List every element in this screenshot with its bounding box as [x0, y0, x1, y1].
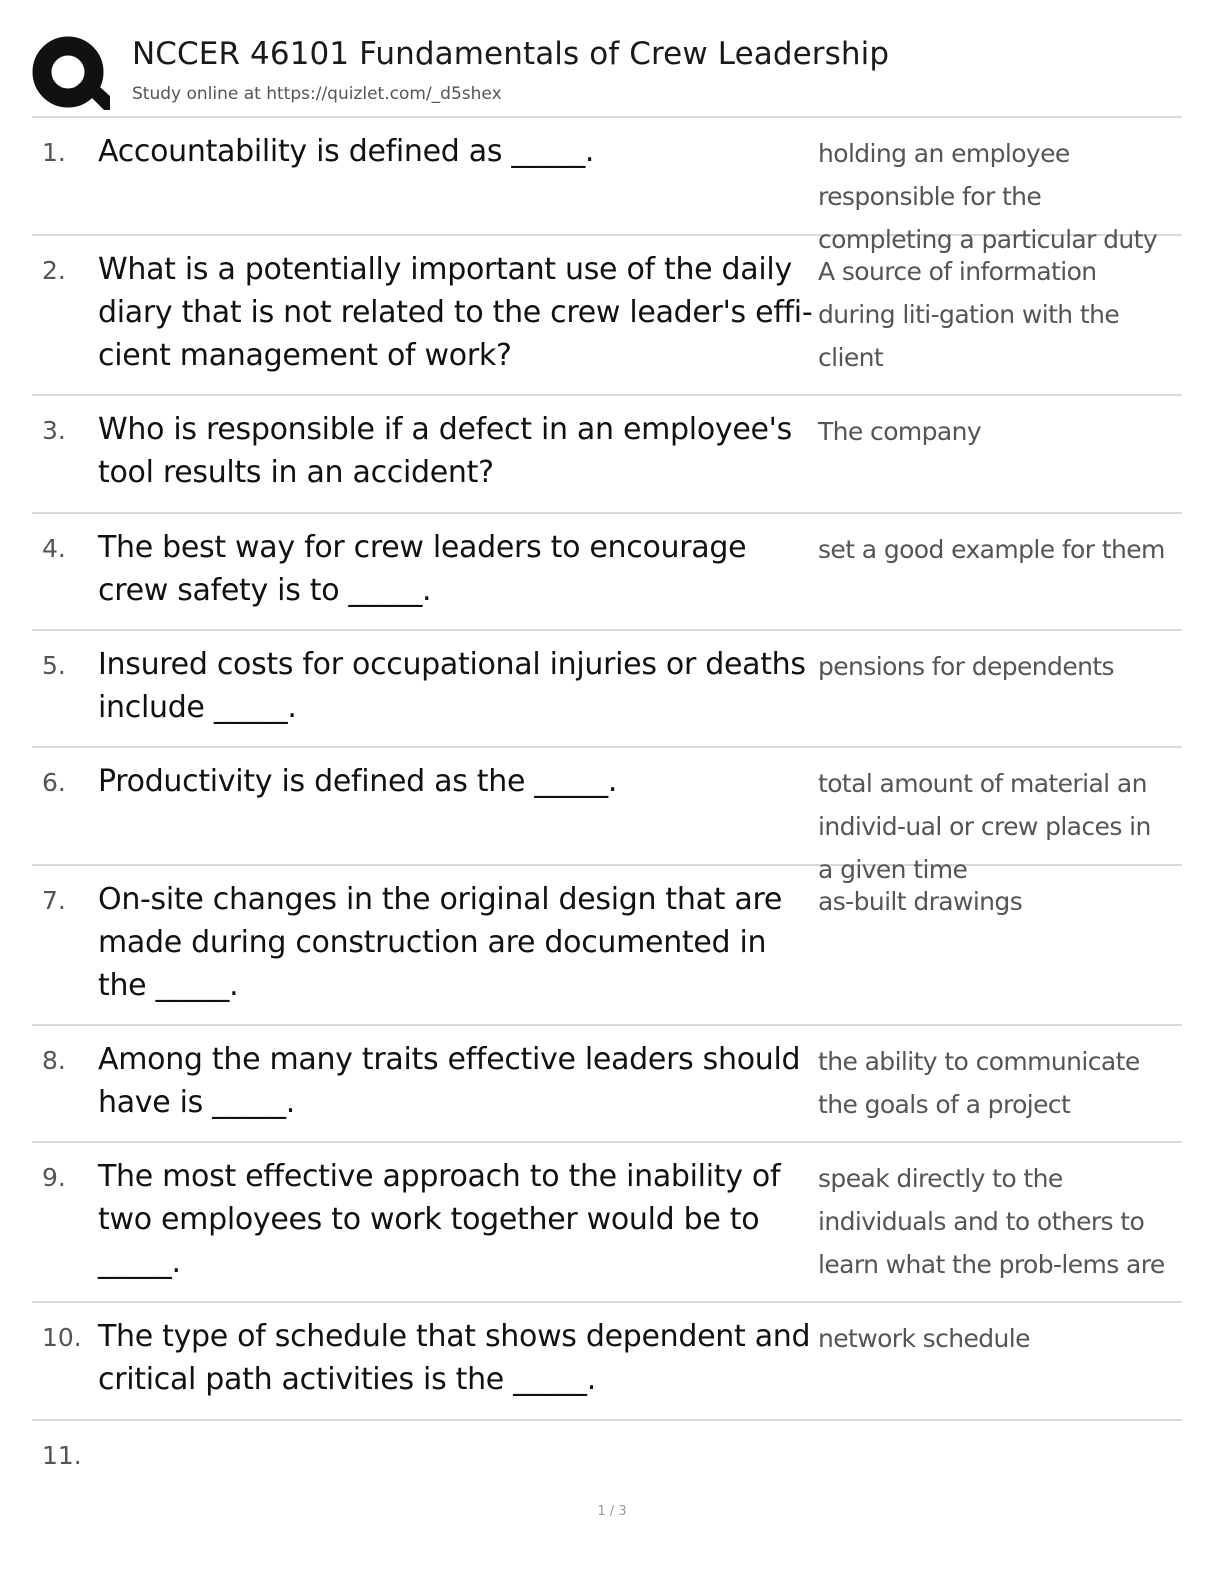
card-number: 7. — [42, 886, 66, 915]
card-question: Productivity is defined as the _____. — [98, 764, 618, 799]
study-online-link[interactable]: Study online at https://quizlet.com/_d5shex — [132, 84, 502, 104]
card-question: What is a potentially important use of the daily diary that is not related to the crew leader's effi-cient management of work? — [98, 252, 813, 373]
card-question: Accountability is defined as _____. — [98, 134, 595, 169]
document-title: NCCER 46101 Fundamentals of Crew Leadership — [132, 36, 890, 72]
flashcard-row — [32, 748, 1182, 884]
flashcard-row — [32, 236, 1182, 396]
card-question: Who is responsible if a defect in an employee's tool results in an accident? — [98, 412, 792, 490]
flashcard-row — [32, 396, 1182, 514]
flashcard-row — [32, 1026, 1182, 1143]
card-question: The most effective approach to the inability of two employees to work together would be to _____. — [98, 1159, 781, 1280]
page-number: 1 / 3 — [597, 1504, 627, 1519]
card-question: Insured costs for occupational injuries or deaths include _____. — [98, 647, 806, 725]
flashcard-row — [32, 866, 1182, 1026]
card-number: 10. — [42, 1323, 82, 1352]
quizlet-q-logo-icon — [32, 34, 110, 112]
card-answer: as-built drawings — [818, 887, 1023, 916]
card-answer: The company — [818, 417, 982, 446]
flashcard-row — [32, 514, 1182, 631]
card-answer: network schedule — [818, 1324, 1030, 1353]
card-answer: the ability to communicate the goals of a project — [818, 1047, 1140, 1119]
flashcard-row — [32, 118, 1182, 254]
card-number: 11. — [42, 1441, 82, 1470]
flashcard-row — [32, 1143, 1182, 1303]
flashcard-row — [32, 1303, 1182, 1421]
page-header — [32, 30, 1182, 116]
card-answer: pensions for dependents — [818, 652, 1114, 681]
flashcard-list — [32, 116, 1182, 1501]
card-number: 4. — [42, 534, 66, 563]
card-answer: set a good example for them — [818, 535, 1165, 564]
card-answer: speak directly to the individuals and to others to learn what the prob-lems are — [818, 1164, 1165, 1279]
card-number: 5. — [42, 651, 66, 680]
card-number: 9. — [42, 1163, 66, 1192]
flashcard-row — [32, 1421, 1182, 1501]
card-answer: total amount of material an individ-ual or crew places in a given time — [818, 769, 1151, 884]
card-question: The type of schedule that shows dependent and critical path activities is the _____. — [98, 1319, 811, 1397]
card-answer: holding an employee responsible for the completing a particular duty — [818, 139, 1158, 254]
card-number: 1. — [42, 138, 66, 167]
card-number: 8. — [42, 1046, 66, 1075]
card-question: Among the many traits effective leaders should have is _____. — [98, 1042, 801, 1120]
card-number: 2. — [42, 256, 66, 285]
card-question: On-site changes in the original design that are made during construction are documented in the _____. — [98, 882, 783, 1003]
card-number: 6. — [42, 768, 66, 797]
flashcard-row — [32, 631, 1182, 748]
card-answer: A source of information during liti-gation with the client — [818, 257, 1120, 372]
card-number: 3. — [42, 416, 66, 445]
card-question: The best way for crew leaders to encourage crew safety is to _____. — [98, 530, 747, 608]
